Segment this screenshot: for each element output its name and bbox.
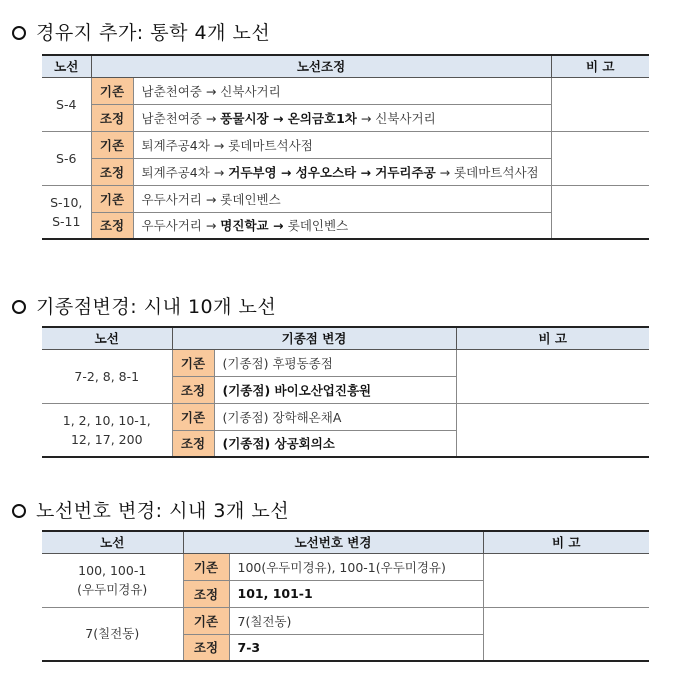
- before-badge: 기존: [172, 403, 214, 430]
- before-badge: 기존: [91, 185, 133, 212]
- after-detail: [133, 158, 551, 185]
- detail-segment: → 롯데마트석사점: [435, 164, 539, 180]
- note-cell: [483, 553, 649, 607]
- header-route: 노선: [42, 531, 183, 553]
- before-detail: [229, 553, 483, 580]
- header-note: 비 고: [551, 55, 649, 77]
- note-cell: [456, 349, 649, 403]
- detail-bold-segment: 거두부영 → 성우오스타 → 거두리주공: [228, 164, 436, 180]
- detail-bold-segment: 명진학교 →: [220, 218, 288, 234]
- detail-bold-segment: 7-3: [237, 639, 261, 655]
- section-title: 경유지 추가: 통학 4개 노선: [36, 22, 271, 44]
- section-2-heading: [12, 292, 276, 319]
- detail-segment: 퇴계주공4차 → 롯데마트석사점: [141, 137, 313, 153]
- detail-bold-segment: (기종점) 바이오산업진흥원: [222, 382, 372, 398]
- header-note: 비 고: [456, 327, 649, 349]
- before-detail: [133, 77, 551, 104]
- detail-segment: 우두사거리 →: [141, 218, 221, 234]
- route-cell: 7(칠전동): [42, 607, 183, 661]
- after-detail: [214, 430, 456, 457]
- after-detail: [133, 104, 551, 131]
- header-route: 노선: [42, 327, 172, 349]
- note-cell: [456, 403, 649, 457]
- detail-segment: 남춘천여중 → 신북사거리: [141, 83, 281, 99]
- after-badge: 조정: [91, 212, 133, 239]
- detail-segment: (기종점) 장학해온채A: [222, 409, 342, 425]
- detail-segment: 7(칠전동): [237, 613, 292, 629]
- after-detail: [214, 376, 456, 403]
- header-route: 노선: [42, 55, 91, 77]
- note-cell: [551, 131, 649, 185]
- detail-segment: 우두사거리 → 롯데인벤스: [141, 191, 281, 207]
- before-badge: 기존: [91, 131, 133, 158]
- detail-bold-segment: (기종점) 상공회의소: [222, 436, 335, 452]
- before-detail: [133, 185, 551, 212]
- section-1-table: [42, 54, 649, 240]
- circle-bullet-icon: [12, 26, 26, 40]
- before-badge: 기존: [183, 607, 229, 634]
- after-detail: [229, 634, 483, 661]
- route-cell: S-6: [42, 131, 91, 185]
- note-cell: [551, 185, 649, 239]
- detail-segment: 100(우두미경유), 100-1(우두미경유): [237, 559, 446, 575]
- detail-bold-segment: 풍물시장 → 온의금호1차: [220, 110, 357, 126]
- route-cell: 1, 2, 10, 10-1, 12, 17, 200: [42, 403, 172, 457]
- section-title: 노선번호 변경: 시내 3개 노선: [36, 500, 290, 522]
- note-cell: [483, 607, 649, 661]
- after-badge: 조정: [172, 376, 214, 403]
- before-detail: [214, 403, 456, 430]
- before-badge: 기존: [183, 553, 229, 580]
- section-title: 기종점변경: 시내 10개 노선: [36, 296, 277, 318]
- after-detail: [229, 580, 483, 607]
- route-cell: 7-2, 8, 8-1: [42, 349, 172, 403]
- before-detail: [133, 131, 551, 158]
- after-badge: 조정: [172, 430, 214, 457]
- before-detail: [214, 349, 456, 376]
- header-change: 노선번호 변경: [183, 531, 483, 553]
- header-change: 기종점 변경: [172, 327, 456, 349]
- route-cell: S-10, S-11: [42, 185, 91, 239]
- before-badge: 기존: [172, 349, 214, 376]
- section-2-table: [42, 326, 649, 458]
- detail-segment: → 신북사거리: [356, 110, 436, 126]
- before-detail: [229, 607, 483, 634]
- after-detail: [133, 212, 551, 239]
- detail-segment: 롯데인벤스: [287, 218, 349, 234]
- after-badge: 조정: [183, 634, 229, 661]
- circle-bullet-icon: [12, 300, 26, 314]
- detail-segment: 남춘천여중 →: [141, 110, 221, 126]
- detail-segment: (기종점) 후평동종점: [222, 355, 333, 371]
- section-1-heading: [12, 18, 270, 45]
- detail-bold-segment: 101, 101-1: [237, 586, 313, 601]
- after-badge: 조정: [91, 104, 133, 131]
- before-badge: 기존: [91, 77, 133, 104]
- after-badge: 조정: [183, 580, 229, 607]
- section-3-heading: [12, 496, 289, 523]
- route-cell: S-4: [42, 77, 91, 131]
- header-change: 노선조정: [91, 55, 551, 77]
- after-badge: 조정: [91, 158, 133, 185]
- note-cell: [551, 77, 649, 131]
- section-3-table: [42, 530, 649, 662]
- detail-segment: 퇴계주공4차 →: [141, 164, 229, 180]
- route-cell: 100, 100-1 (우두미경유): [42, 553, 183, 607]
- circle-bullet-icon: [12, 504, 26, 518]
- header-note: 비 고: [483, 531, 649, 553]
